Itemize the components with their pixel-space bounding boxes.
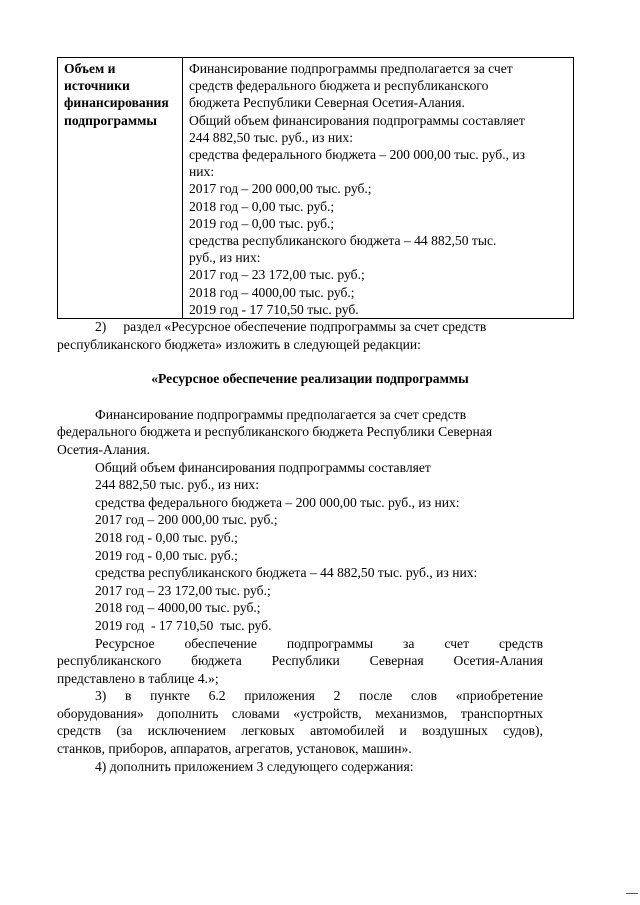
content-line: средства республиканского бюджета – 44 882,50 тыс. — [189, 233, 497, 249]
content-line: руб., из них: — [189, 250, 261, 266]
item-3-line-text: 3) в пункте 6.2 приложения 2 после слов «приобретение — [95, 688, 543, 704]
amount-line: средства республиканского бюджета – 44 882,50 тыс. руб., из них: — [95, 565, 478, 581]
financing-table — [57, 57, 574, 319]
item-3-line: станков, приборов, аппаратов, агрегатов, установок, машин». — [57, 741, 412, 757]
label-line: финансирования — [64, 95, 169, 111]
item-3-line — [57, 687, 543, 705]
content-line: 2017 год – 200 000,00 тыс. руб.; — [189, 181, 372, 197]
content-line: Финансирование подпрограммы предполагается за счет — [189, 61, 513, 76]
document-body — [57, 318, 543, 775]
financing-content-cell — [183, 58, 574, 319]
financing-label-cell — [58, 58, 183, 319]
item-3-line-text: оборудования» дополнить словами «устройств, механизмов, транспортных — [57, 705, 543, 721]
item-4-line: 4) дополнить приложением 3 следующего содержания: — [95, 758, 414, 774]
content-line: Общий объем финансирования подпрограммы составляет — [189, 112, 525, 128]
content-line: 2019 год - 17 710,50 тыс. руб. — [189, 301, 359, 317]
item-3-line — [57, 722, 543, 740]
label-line: источники — [64, 78, 130, 94]
content-line: них: — [189, 164, 215, 180]
amount-line: 244 882,50 тыс. руб., из них: — [95, 477, 259, 493]
resource-line-text: Ресурсное обеспечение подпрограммы за счет средств — [95, 635, 543, 651]
item-3-line-text: средств (за исключением легковых автомобилей и воздушных судов), — [57, 723, 543, 739]
item-2-line: 2) раздел «Ресурсное обеспечение подпрограммы за счет средств — [95, 319, 487, 334]
paragraph-line: федерального бюджета и республиканского бюджета Республики Северная — [57, 424, 493, 440]
resource-line-text: республиканского бюджета Республики Северная Осетия-Алания — [57, 653, 543, 669]
paragraph-line: Финансирование подпрограммы предполагается за счет средств — [95, 406, 467, 422]
amount-line: средства федерального бюджета – 200 000,00 тыс. руб., из них: — [95, 494, 460, 510]
content-line: 2018 год – 0,00 тыс. руб.; — [189, 198, 335, 214]
content-line: средств федерального бюджета и республиканского — [189, 78, 489, 94]
amount-line: 2017 год – 23 172,00 тыс. руб.; — [95, 582, 271, 598]
content-line: 244 882,50 тыс. руб., из них: — [189, 129, 353, 145]
content-line: 2019 год – 0,00 тыс. руб.; — [189, 215, 335, 231]
content-line: 2018 год – 4000,00 тыс. руб.; — [189, 284, 355, 300]
total-line: Общий объем финансирования подпрограммы составляет — [95, 459, 431, 475]
page-edge-mark — [626, 893, 638, 894]
content-line: бюджета Республики Северная Осетия-Алания. — [189, 95, 465, 111]
item-3-line — [57, 705, 543, 723]
paragraph-line: Осетия-Алания. — [57, 441, 150, 457]
amount-line: 2017 год – 200 000,00 тыс. руб.; — [95, 512, 278, 528]
resource-line: представлено в таблице 4.»; — [57, 670, 219, 686]
content-line: 2017 год – 23 172,00 тыс. руб.; — [189, 267, 365, 283]
resource-line — [57, 652, 543, 670]
amount-line: 2019 год - 0,00 тыс. руб.; — [95, 547, 238, 563]
table-row — [58, 58, 574, 319]
label-line: Объем и — [64, 61, 116, 76]
amount-line: 2018 год - 0,00 тыс. руб.; — [95, 529, 238, 545]
resource-line — [57, 635, 543, 653]
amount-line: 2018 год – 4000,00 тыс. руб.; — [95, 600, 261, 616]
item-2-line: республиканского бюджета» изложить в следующей редакции: — [57, 336, 421, 352]
section-heading: «Ресурсное обеспечение реализации подпрограммы — [151, 371, 469, 387]
content-line: средства федерального бюджета – 200 000,00 тыс. руб., из — [189, 147, 526, 163]
label-line: подпрограммы — [64, 112, 157, 128]
amount-line: 2019 год - 17 710,50 тыс. руб. — [95, 617, 272, 633]
